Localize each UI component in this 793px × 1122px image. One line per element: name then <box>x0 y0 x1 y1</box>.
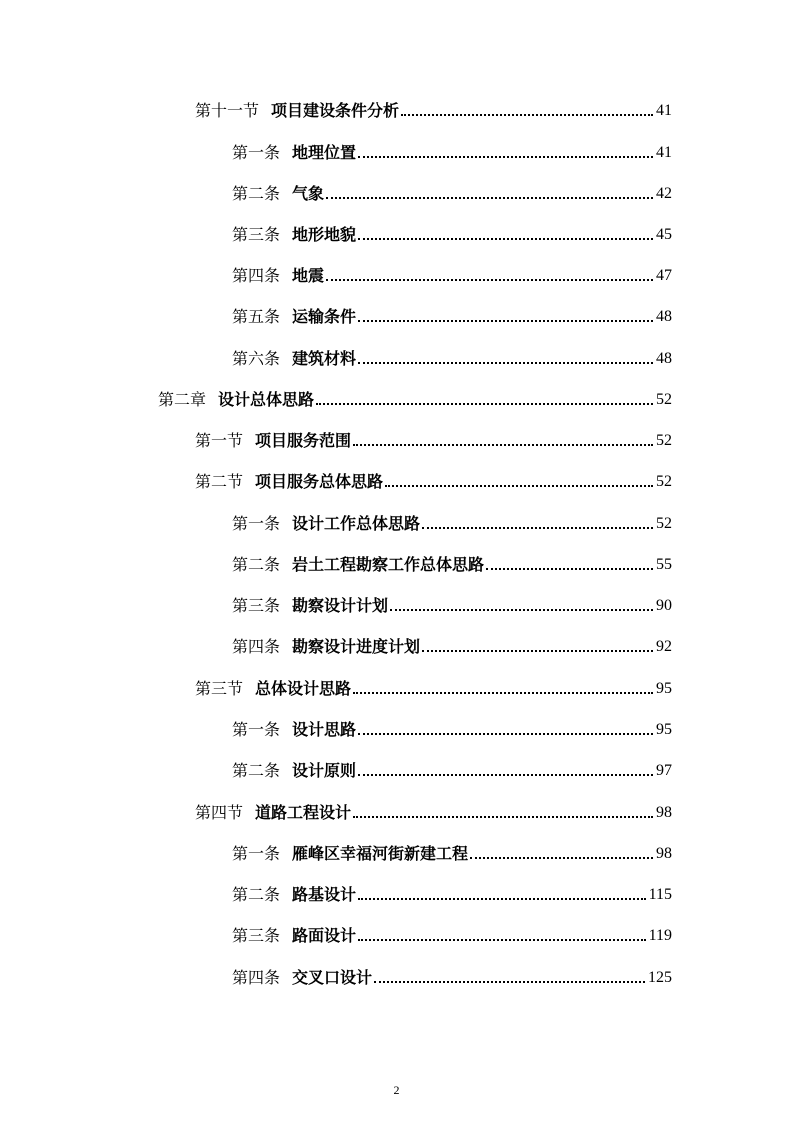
toc-entry-page: 95 <box>656 680 672 697</box>
toc-entry-title: 勘察设计计划 <box>292 596 389 615</box>
toc-entry[interactable] <box>232 592 672 616</box>
toc-entry-title: 设计思路 <box>292 720 357 739</box>
toc-entry-page: 98 <box>656 804 672 821</box>
toc-entry-page: 41 <box>656 144 672 161</box>
toc-entry-title: 设计总体思路 <box>218 390 315 409</box>
toc-entry-title: 地理位置 <box>292 143 357 162</box>
toc-entry-number: 第二节 <box>195 472 244 491</box>
toc-entry-title: 地形地貌 <box>292 225 357 244</box>
toc-entry-title: 岩土工程勘察工作总体思路 <box>292 555 485 574</box>
dot-leader <box>316 403 653 405</box>
toc-entry-number: 第二条 <box>232 184 281 203</box>
toc-entry[interactable] <box>232 922 672 946</box>
toc-entry-number: 第一条 <box>232 514 281 533</box>
dot-leader <box>358 238 653 240</box>
toc-entry-title: 勘察设计进度计划 <box>292 637 421 656</box>
toc-entry-page: 90 <box>656 597 672 614</box>
toc-entry-page: 48 <box>656 350 672 367</box>
toc-entry-number: 第一节 <box>195 431 244 450</box>
toc-entry[interactable] <box>232 180 672 204</box>
page-number: 2 <box>393 1083 400 1097</box>
dot-leader <box>401 114 653 116</box>
toc-entry-title: 项目建设条件分析 <box>271 101 400 120</box>
toc-entry-page: 125 <box>648 969 672 986</box>
dot-leader <box>385 485 653 487</box>
toc-entry[interactable] <box>195 427 672 451</box>
toc-entry[interactable] <box>195 97 672 121</box>
toc-entry-page: 97 <box>656 762 672 779</box>
toc-entry[interactable] <box>232 510 672 534</box>
dot-leader <box>358 733 653 735</box>
dot-leader <box>374 981 645 983</box>
toc-entry-page: 45 <box>656 226 672 243</box>
dot-leader <box>358 939 646 941</box>
dot-leader <box>470 857 653 859</box>
toc-entry-page: 52 <box>656 432 672 449</box>
toc-entry-title: 雁峰区幸福河街新建工程 <box>292 844 469 863</box>
toc-entry-title: 路面设计 <box>292 926 357 945</box>
toc-entry-title: 气象 <box>292 184 325 203</box>
toc-entry-number: 第二条 <box>232 761 281 780</box>
toc-entry-title: 地震 <box>292 266 325 285</box>
toc-entry-number: 第四条 <box>232 266 281 285</box>
toc-entry-page: 41 <box>656 102 672 119</box>
dot-leader <box>326 279 653 281</box>
toc-entry-page: 52 <box>656 515 672 532</box>
toc-entry-number: 第三条 <box>232 225 281 244</box>
dot-leader <box>353 692 653 694</box>
toc-entry-title: 设计原则 <box>292 761 357 780</box>
toc-entry[interactable] <box>158 386 672 410</box>
toc-entry-number: 第二章 <box>158 390 207 409</box>
toc-entry[interactable] <box>232 881 672 905</box>
toc-entry[interactable] <box>232 757 672 781</box>
toc-entry-page: 48 <box>656 308 672 325</box>
toc-entry-number: 第三节 <box>195 679 244 698</box>
toc-entry-number: 第一条 <box>232 720 281 739</box>
toc-entry-title: 项目服务范围 <box>255 431 352 450</box>
dot-leader <box>326 197 653 199</box>
toc-entry[interactable] <box>232 262 672 286</box>
toc-entry[interactable] <box>232 345 672 369</box>
dot-leader <box>358 362 653 364</box>
toc-entry-number: 第三条 <box>232 596 281 615</box>
toc-entry-page: 115 <box>648 886 672 903</box>
toc-entry-number: 第二条 <box>232 555 281 574</box>
toc-entry-number: 第十一节 <box>195 101 260 120</box>
toc-entry-number: 第四条 <box>232 968 281 987</box>
toc-entry-number: 第四条 <box>232 637 281 656</box>
toc-entry[interactable] <box>195 468 672 492</box>
toc-entry[interactable] <box>232 551 672 575</box>
toc-entry-page: 95 <box>656 721 672 738</box>
toc-entry-title: 项目服务总体思路 <box>255 472 384 491</box>
dot-leader <box>486 568 653 570</box>
dot-leader <box>353 816 653 818</box>
toc-entry-number: 第四节 <box>195 803 244 822</box>
toc-entry-title: 路基设计 <box>292 885 357 904</box>
dot-leader <box>358 320 653 322</box>
toc-entry[interactable] <box>232 221 672 245</box>
dot-leader <box>358 774 653 776</box>
toc-entry[interactable] <box>232 303 672 327</box>
toc-entry[interactable] <box>232 840 672 864</box>
toc-entry[interactable] <box>232 633 672 657</box>
toc-entry-title: 运输条件 <box>292 307 357 326</box>
toc-entry[interactable] <box>195 799 672 823</box>
toc-entry-number: 第五条 <box>232 307 281 326</box>
toc-entry-title: 建筑材料 <box>292 349 357 368</box>
toc-entry[interactable] <box>195 675 672 699</box>
toc-entry-number: 第一条 <box>232 143 281 162</box>
toc-entry[interactable] <box>232 139 672 163</box>
toc-entry-number: 第六条 <box>232 349 281 368</box>
toc-entry-page: 55 <box>656 556 672 573</box>
toc-entry[interactable] <box>232 716 672 740</box>
toc-entry-page: 52 <box>656 473 672 490</box>
toc-entry-number: 第二条 <box>232 885 281 904</box>
toc-entry-page: 42 <box>656 185 672 202</box>
toc-entry-title: 交叉口设计 <box>292 968 373 987</box>
toc-entry-page: 52 <box>656 391 672 408</box>
toc-entry-page: 98 <box>656 845 672 862</box>
dot-leader <box>358 898 646 900</box>
toc-entry-title: 设计工作总体思路 <box>292 514 421 533</box>
dot-leader <box>390 609 653 611</box>
toc-entry-number: 第一条 <box>232 844 281 863</box>
dot-leader <box>353 444 653 446</box>
toc-entry-page: 92 <box>656 638 672 655</box>
toc-entry-page: 119 <box>648 927 672 944</box>
toc-entry-title: 道路工程设计 <box>255 803 352 822</box>
dot-leader <box>422 650 653 652</box>
toc-entry[interactable] <box>232 964 672 988</box>
toc-entry-page: 47 <box>656 267 672 284</box>
dot-leader <box>422 527 653 529</box>
toc-entry-number: 第三条 <box>232 926 281 945</box>
toc-entry-title: 总体设计思路 <box>255 679 352 698</box>
dot-leader <box>358 156 653 158</box>
